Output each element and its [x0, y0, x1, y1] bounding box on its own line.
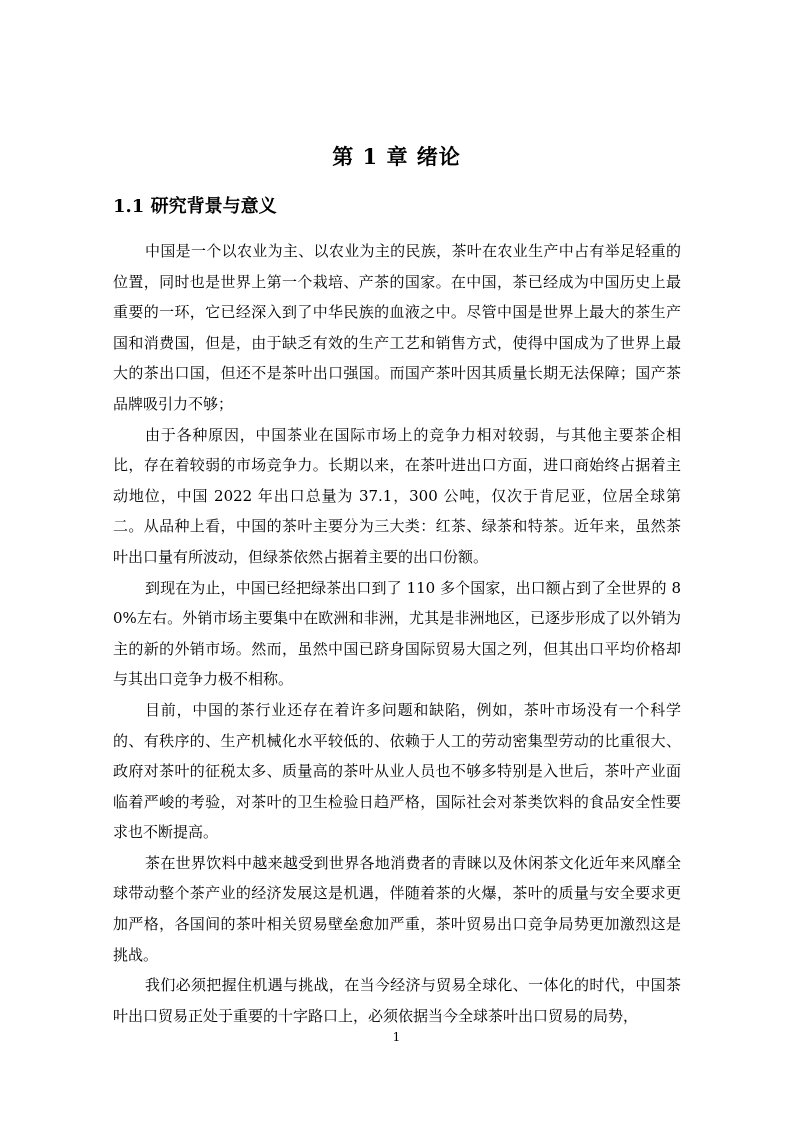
paragraph-6: 我们必须把握住机遇与挑战，在当今经济与贸易全球化、一体化的时代，中国茶叶出口贸易正处于重要的十字路口上，必须依据当今全球茶叶出口贸易的局势，	[113, 976, 681, 1025]
chapter-title: 第 1 章 绪论	[332, 144, 461, 169]
paragraph-3: 到现在为止，中国已经把绿茶出口到了 110 多个国家，出口额占到了全世界的 80%左右。外销市场主要集中在欧洲和非洲，尤其是非洲地区，已逐步形成了以外销为主的新的外销市场。然而，虽然中国已跻身国际贸易大国之列，但其出口平均价格却与其出口竞争力极不相称。	[113, 578, 681, 689]
page-number: 1	[392, 1030, 401, 1044]
paragraph-1: 中国是一个以农业为主、以农业为主的民族，茶叶在农业生产中占有举足轻重的位置，同时也是世界上第一个栽培、产茶的国家。在中国，茶已经成为中国历史上最重要的一环，它已经深入到了中华民族的血液之中。尽管中国是世界上最大的茶生产国和消费国，但是，由于缺乏有效的生产工艺和销售方式，使得中国成为了世界上最大的茶出口国，但还不是茶叶出口强国。而国产茶叶因其质量长期无法保障；国产茶品牌吸引力不够；	[113, 242, 681, 413]
section-title: 1.1 研究背景与意义	[113, 196, 277, 217]
paragraph-2: 由于各种原因，中国茶业在国际市场上的竞争力相对较弱，与其他主要茶企相比，存在着较弱的市场竞争力。长期以来，在茶叶进出口方面，进口商始终占据着主动地位，中国 2022 年出口总量为 37.1，300 公吨，仅次于肯尼亚，位居全球第二。从品种上看，中国的茶叶主要分为三大类：红茶、绿茶和特茶。近年来，虽然茶叶出口量有所波动，但绿茶依然占据着主要的出口份额。	[113, 425, 681, 566]
paragraph-4: 目前，中国的茶行业还存在着许多问题和缺陷，例如，茶叶市场没有一个科学的、有秩序的、生产机械化水平较低的、依赖于人工的劳动密集型劳动的比重很大、政府对茶叶的征税太多、质量高的茶叶从业人员也不够多特别是入世后，茶叶产业面临着严峻的考验，对茶叶的卫生检验日趋严格，国际社会对茶类饮料的食品安全性要求也不断提高。	[113, 700, 681, 842]
body-text	[113, 236, 681, 1031]
paragraph-5: 茶在世界饮料中越来越受到世界各地消费者的青睐以及休闲茶文化近年来风靡全球带动整个茶产业的经济发展这是机遇，伴随着茶的火爆，茶叶的质量与安全要求更加严格，各国间的茶叶相关贸易壁垒愈加严重，茶叶贸易出口竞争局势更加激烈这是挑战。	[113, 853, 681, 964]
